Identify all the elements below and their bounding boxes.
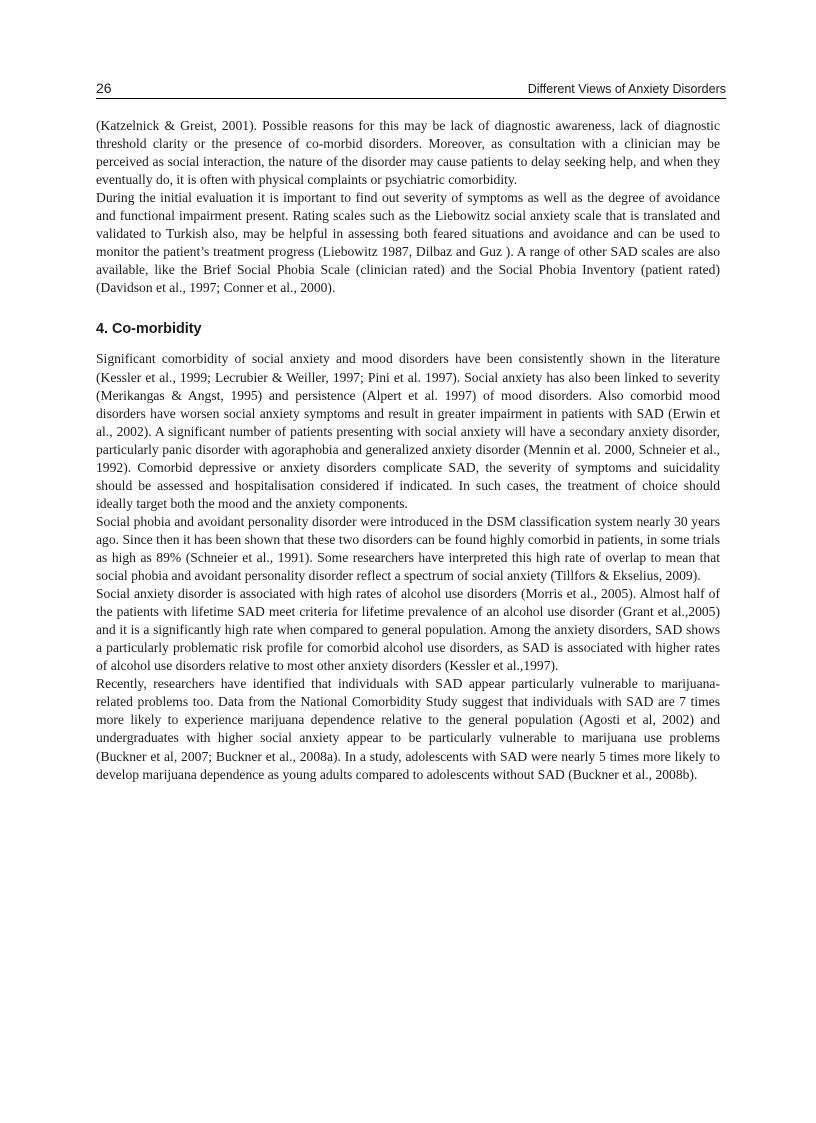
page-number: 26	[96, 80, 112, 96]
body-text	[96, 117, 720, 784]
paragraph: Social phobia and avoidant personality disorder were introduced in the DSM classification system nearly 30 years ago. Since then it has been shown that these two disorders can be found highly comorbid in patients, in some trials as high as 89% (Schneier et al., 1991). Some researchers have interpreted this high rate of overlap to mean that social phobia and avoidant personality disorder reflect a spectrum of social anxiety (Tillfors & Ekselius, 2009).	[96, 513, 720, 584]
paragraph: Significant comorbidity of social anxiety and mood disorders have been consistently shown in the literature (Kessler et al., 1999; Lecrubier & Weiller, 1997; Pini et al. 1997). Social anxiety has also been linked to severity (Merikangas & Angst, 1995) and persistence (Alpert et al. 1997) of mood disorders. Also comorbid mood disorders have worsen social anxiety symptoms and result in greater impairment in patients with SAD (Erwin et al., 2002). A significant number of patients presenting with social anxiety will have a secondary anxiety disorder, particularly panic disorder with agoraphobia and generalized anxiety disorder (Mennin et al. 2000, Schneier et al., 1992). Comorbid depressive or anxiety disorders complicate SAD, the severity of symptoms and suicidality should be assessed and hospitalisation considered if indicated. In such cases, the treatment of choice should ideally target both the mood and the anxiety components.	[96, 351, 720, 511]
paragraph: Recently, researchers have identified that individuals with SAD appear particularly vulnerable to marijuana-related problems too. Data from the National Comorbidity Study suggest that individuals with SAD are 7 times more likely to experience marijuana dependence relative to the general population (Agosti et al, 2002) and undergraduates with higher social anxiety appear to be particularly vulnerable to marijuana use problems (Buckner et al, 2007; Buckner et al., 2008a). In a study, adolescents with SAD were nearly 5 times more likely to develop marijuana dependence as young adults compared to adolescents without SAD (Buckner et al., 2008b).	[96, 676, 720, 782]
running-header	[96, 80, 726, 99]
paragraph: Social anxiety disorder is associated with high rates of alcohol use disorders (Morris et al., 2005). Almost half of the patients with lifetime SAD meet criteria for lifetime prevalence of an alcohol use disorder (Grant et al.,2005) and it is a significantly high rate when compared to general population. Among the anxiety disorders, SAD shows a particularly problematic risk profile for comorbid alcohol use disorders, as SAD is associated with higher rates of alcohol use disorders relative to most other anxiety disorders (Kessler et al.,1997).	[96, 586, 720, 674]
section-heading: 4. Co-morbidity	[96, 321, 202, 338]
running-title: Different Views of Anxiety Disorders	[527, 82, 726, 96]
paragraph: During the initial evaluation it is important to find out severity of symptoms as well as the degree of avoidance and functional impairment present. Rating scales such as the Liebowitz social anxiety scale that is translated and validated to Turkish also, may be helpful in assessing both feared situations and avoidance and can be used to monitor the patient’s treatment progress (Liebowitz 1987, Dilbaz and Guz ). A range of other SAD scales are also available, like the Brief Social Phobia Scale (clinician rated) and the Social Phobia Inventory (patient rated) (Davidson et al., 1997; Conner et al., 2000).	[96, 190, 720, 296]
paragraph: (Katzelnick & Greist, 2001). Possible reasons for this may be lack of diagnostic awareness, lack of diagnostic threshold clarity or the presence of co-morbid disorders. Moreover, as consultation with a clinician may be perceived as social interaction, the nature of the disorder may cause patients to delay seeking help, and when they eventually do, it is often with physical complaints or psychiatric comorbidity.	[96, 118, 720, 188]
